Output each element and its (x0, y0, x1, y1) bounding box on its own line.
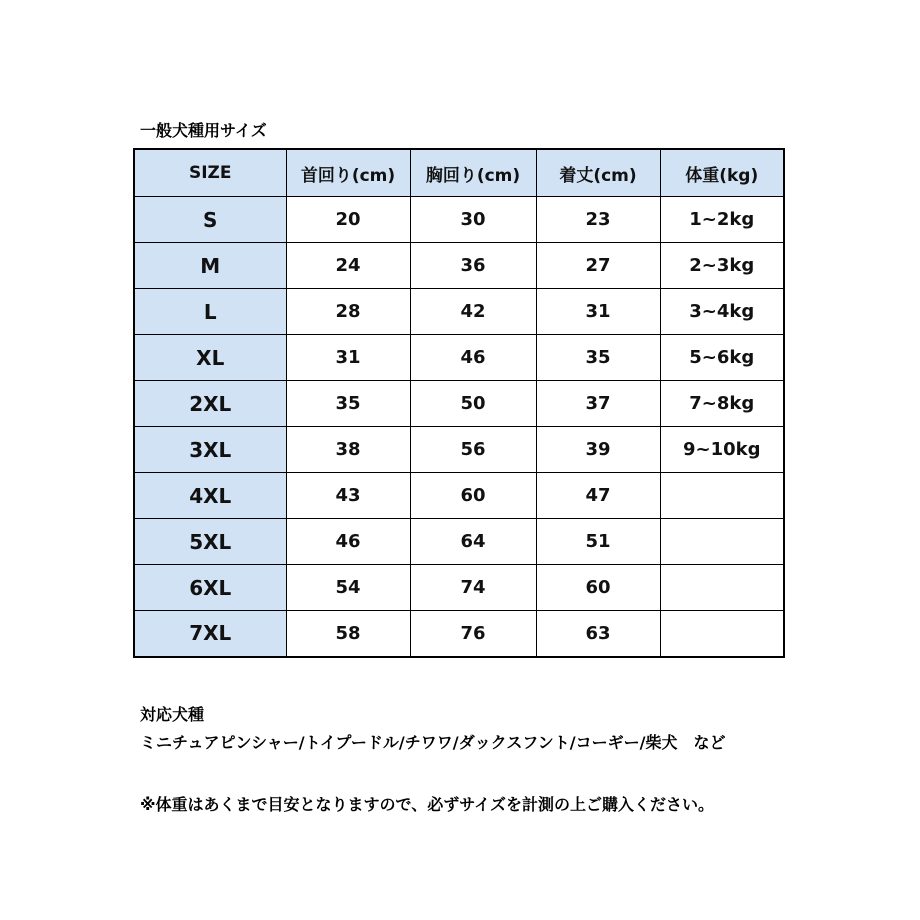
length-cell: 47 (536, 473, 660, 519)
length-cell: 51 (536, 519, 660, 565)
length-cell: 39 (536, 427, 660, 473)
weight-cell (660, 519, 784, 565)
chest-cell: 42 (410, 289, 536, 335)
size-cell: 6XL (134, 565, 286, 611)
size-cell: 4XL (134, 473, 286, 519)
table-row (134, 473, 784, 519)
length-cell: 60 (536, 565, 660, 611)
table-row (134, 565, 784, 611)
size-cell: 2XL (134, 381, 286, 427)
size-cell: XL (134, 335, 286, 381)
size-cell: S (134, 197, 286, 243)
chest-cell: 50 (410, 381, 536, 427)
weight-cell (660, 611, 784, 657)
weight-cell (660, 565, 784, 611)
size-cell: L (134, 289, 286, 335)
neck-cell: 38 (286, 427, 410, 473)
chest-cell: 56 (410, 427, 536, 473)
length-cell: 31 (536, 289, 660, 335)
table-row (134, 335, 784, 381)
chest-cell: 74 (410, 565, 536, 611)
table-header-row (134, 149, 784, 197)
size-cell: 7XL (134, 611, 286, 657)
header-length: 着丈(cm) (536, 149, 660, 197)
size-table (133, 148, 785, 658)
weight-disclaimer: ※体重はあくまで目安となりますので、必ずサイズを計測の上ご購入ください。 (140, 795, 714, 814)
weight-cell: 5~6kg (660, 335, 784, 381)
size-cell: 5XL (134, 519, 286, 565)
length-cell: 35 (536, 335, 660, 381)
length-cell: 37 (536, 381, 660, 427)
neck-cell: 35 (286, 381, 410, 427)
chest-cell: 76 (410, 611, 536, 657)
chest-cell: 36 (410, 243, 536, 289)
table-row (134, 381, 784, 427)
table-row (134, 519, 784, 565)
neck-cell: 58 (286, 611, 410, 657)
page-title: 一般犬種用サイズ (140, 121, 267, 140)
size-cell: 3XL (134, 427, 286, 473)
table-row (134, 197, 784, 243)
chest-cell: 46 (410, 335, 536, 381)
header-size: SIZE (134, 149, 286, 197)
table-row (134, 243, 784, 289)
weight-cell: 9~10kg (660, 427, 784, 473)
table-row (134, 611, 784, 657)
neck-cell: 54 (286, 565, 410, 611)
chest-cell: 60 (410, 473, 536, 519)
neck-cell: 43 (286, 473, 410, 519)
table-row (134, 427, 784, 473)
header-chest: 胸回り(cm) (410, 149, 536, 197)
header-neck: 首回り(cm) (286, 149, 410, 197)
neck-cell: 20 (286, 197, 410, 243)
size-cell: M (134, 243, 286, 289)
length-cell: 63 (536, 611, 660, 657)
weight-cell: 7~8kg (660, 381, 784, 427)
compatible-breeds-heading: 対応犬種 (140, 705, 205, 724)
compatible-breeds-list: ミニチュアピンシャー/トイプードル/チワワ/ダックスフント/コーギー/柴犬 など (140, 733, 726, 752)
neck-cell: 28 (286, 289, 410, 335)
weight-cell: 1~2kg (660, 197, 784, 243)
weight-cell (660, 473, 784, 519)
neck-cell: 24 (286, 243, 410, 289)
weight-cell: 3~4kg (660, 289, 784, 335)
length-cell: 27 (536, 243, 660, 289)
header-weight: 体重(kg) (660, 149, 784, 197)
table-row (134, 289, 784, 335)
weight-cell: 2~3kg (660, 243, 784, 289)
length-cell: 23 (536, 197, 660, 243)
chest-cell: 30 (410, 197, 536, 243)
neck-cell: 31 (286, 335, 410, 381)
chest-cell: 64 (410, 519, 536, 565)
neck-cell: 46 (286, 519, 410, 565)
